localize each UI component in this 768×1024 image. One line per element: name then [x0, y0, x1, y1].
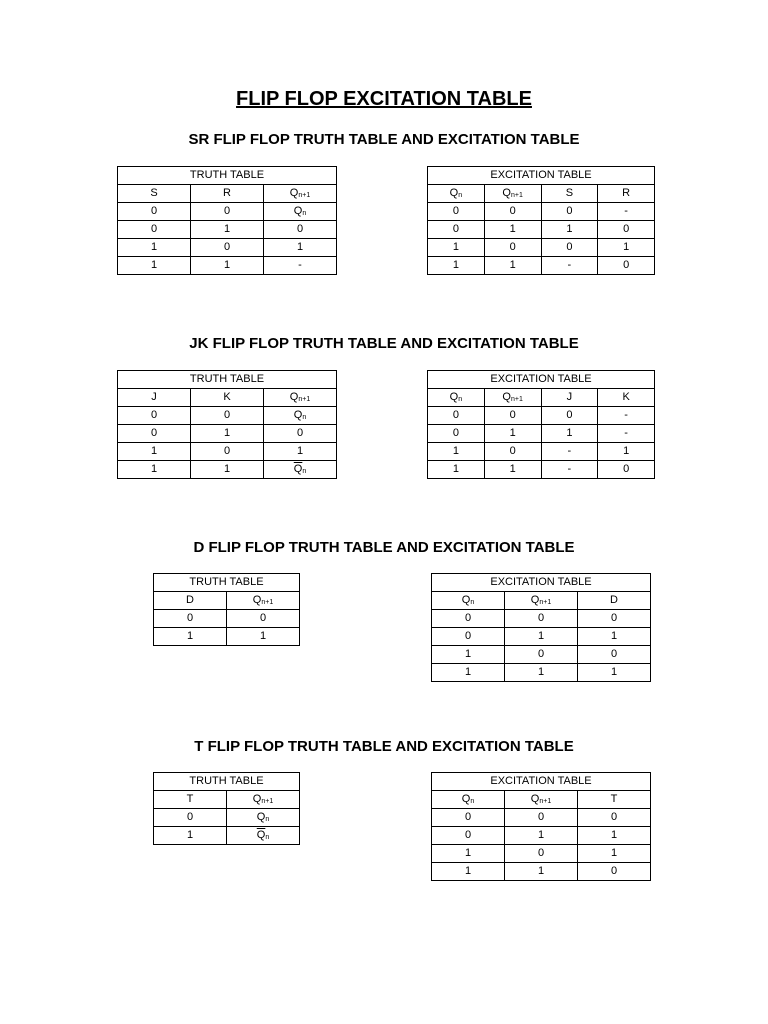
table-row	[432, 845, 651, 863]
excitation-table	[431, 772, 651, 881]
table-cell: $Q_n$	[264, 203, 337, 221]
table-row	[154, 809, 300, 827]
table-row	[154, 628, 300, 646]
table-cell: 1	[484, 257, 541, 275]
table-cell: 0	[505, 610, 578, 628]
table-cell: 0	[578, 809, 651, 827]
column-header: S	[118, 185, 191, 203]
table-cell: 0	[598, 461, 655, 479]
section-title: JK FLIP FLOP TRUTH TABLE AND EXCITATION TABLE	[189, 335, 579, 352]
table-cell: 0	[428, 425, 485, 443]
table-row	[432, 646, 651, 664]
table-row	[432, 664, 651, 682]
table-row	[118, 407, 337, 425]
table-cell: 0	[154, 809, 227, 827]
table-cell: 1	[191, 257, 264, 275]
table-cell: 1	[154, 827, 227, 845]
column-header: D	[154, 592, 227, 610]
table-caption: TRUTH TABLE	[118, 167, 337, 185]
table-cell: 1	[578, 664, 651, 682]
column-header: $Q_n$	[432, 592, 505, 610]
section-title: T FLIP FLOP TRUTH TABLE AND EXCITATION TABLE	[194, 738, 574, 755]
table-row	[118, 443, 337, 461]
table-cell: 0	[484, 443, 541, 461]
table-row	[118, 221, 337, 239]
table-cell: 1	[428, 461, 485, 479]
table-row	[154, 827, 300, 845]
table-cell: 1	[541, 425, 598, 443]
table-cell: 1	[578, 827, 651, 845]
column-header: $Q_{n+1}$	[484, 185, 541, 203]
table-row	[118, 257, 337, 275]
table-row	[432, 610, 651, 628]
column-header: R	[598, 185, 655, 203]
table-cell: 1	[598, 239, 655, 257]
table-cell: 0	[505, 646, 578, 664]
table-cell: 1	[505, 664, 578, 682]
table-cell: -	[264, 257, 337, 275]
table-row	[428, 443, 655, 461]
table-cell: 0	[118, 221, 191, 239]
table-caption: TRUTH TABLE	[154, 574, 300, 592]
table-cell: $Q_n$	[227, 809, 300, 827]
table-cell: 0	[432, 610, 505, 628]
column-header: K	[598, 389, 655, 407]
truth-table	[153, 573, 300, 646]
column-header: K	[191, 389, 264, 407]
table-cell: 1	[505, 628, 578, 646]
table-cell: 0	[541, 407, 598, 425]
table-cell: 0	[432, 628, 505, 646]
table-caption-row	[118, 371, 337, 389]
table-caption-row	[118, 167, 337, 185]
table-cell: 0	[191, 239, 264, 257]
table-cell: 1	[484, 221, 541, 239]
table-row	[432, 628, 651, 646]
table-cell: 1	[505, 863, 578, 881]
table-cell: 0	[484, 203, 541, 221]
column-header: $Q_{n+1}$	[484, 389, 541, 407]
table-cell: -	[598, 203, 655, 221]
table-cell: 1	[191, 461, 264, 479]
column-header: T	[578, 791, 651, 809]
table-cell: 0	[428, 407, 485, 425]
table-header-row	[428, 389, 655, 407]
table-cell: 1	[264, 239, 337, 257]
column-header: J	[118, 389, 191, 407]
table-row	[118, 425, 337, 443]
column-header: J	[541, 389, 598, 407]
table-cell: 0	[578, 646, 651, 664]
table-cell: 0	[484, 239, 541, 257]
table-cell: -	[598, 407, 655, 425]
table-cell: 1	[118, 239, 191, 257]
excitation-table	[427, 166, 655, 275]
column-header: $Q_{n+1}$	[227, 791, 300, 809]
table-cell: 1	[191, 425, 264, 443]
table-cell: 0	[191, 443, 264, 461]
table-caption-row	[154, 574, 300, 592]
table-cell: 0	[578, 863, 651, 881]
table-cell: 1	[227, 628, 300, 646]
table-cell: 0	[541, 203, 598, 221]
column-header: $Q_{n+1}$	[264, 185, 337, 203]
column-header: $Q_n$	[428, 389, 485, 407]
section-title: SR FLIP FLOP TRUTH TABLE AND EXCITATION TABLE	[188, 131, 580, 148]
table-cell: 1	[432, 863, 505, 881]
table-cell: 1	[118, 443, 191, 461]
column-header: D	[578, 592, 651, 610]
column-header: S	[541, 185, 598, 203]
column-header: $Q_n$	[432, 791, 505, 809]
table-row	[428, 221, 655, 239]
table-row	[118, 461, 337, 479]
table-caption-row	[432, 773, 651, 791]
table-row	[118, 239, 337, 257]
table-cell: 0	[264, 221, 337, 239]
table-cell: 0	[598, 257, 655, 275]
page-title: FLIP FLOP EXCITATION TABLE	[236, 88, 532, 110]
table-cell: 1	[428, 239, 485, 257]
table-header-row	[428, 185, 655, 203]
table-cell: 0	[541, 239, 598, 257]
table-caption: EXCITATION TABLE	[428, 167, 655, 185]
table-row	[432, 827, 651, 845]
table-caption: EXCITATION TABLE	[432, 574, 651, 592]
table-cell: 1	[484, 461, 541, 479]
truth-table	[153, 772, 300, 845]
table-cell: 1	[541, 221, 598, 239]
table-cell: 1	[154, 628, 227, 646]
table-header-row	[432, 592, 651, 610]
table-caption: EXCITATION TABLE	[432, 773, 651, 791]
table-cell: 1	[484, 425, 541, 443]
table-cell: 1	[428, 257, 485, 275]
table-cell: 1	[191, 221, 264, 239]
table-cell: $\overline{Q}_n$	[264, 461, 337, 479]
table-cell: 0	[118, 203, 191, 221]
table-cell: 0	[432, 827, 505, 845]
table-header-row	[118, 389, 337, 407]
table-cell: $Q_n$	[264, 407, 337, 425]
table-cell: 0	[578, 610, 651, 628]
table-row	[432, 809, 651, 827]
column-header: $Q_{n+1}$	[227, 592, 300, 610]
table-cell: 0	[432, 809, 505, 827]
table-row	[154, 610, 300, 628]
table-cell: 1	[118, 461, 191, 479]
table-caption-row	[428, 167, 655, 185]
table-cell: 1	[118, 257, 191, 275]
table-cell: 1	[598, 443, 655, 461]
table-cell: 0	[191, 203, 264, 221]
table-cell: 1	[578, 628, 651, 646]
table-cell: 0	[484, 407, 541, 425]
column-header: $Q_{n+1}$	[505, 592, 578, 610]
table-cell: 0	[598, 221, 655, 239]
truth-table	[117, 370, 337, 479]
table-cell: 1	[505, 827, 578, 845]
table-row	[428, 461, 655, 479]
table-cell: 0	[505, 809, 578, 827]
table-caption: TRUTH TABLE	[118, 371, 337, 389]
table-cell: 0	[428, 203, 485, 221]
table-caption: TRUTH TABLE	[154, 773, 300, 791]
table-caption-row	[154, 773, 300, 791]
column-header: $Q_n$	[428, 185, 485, 203]
table-row	[428, 407, 655, 425]
table-cell: 1	[432, 845, 505, 863]
table-cell: 1	[432, 646, 505, 664]
table-cell: 0	[264, 425, 337, 443]
section-title: D FLIP FLOP TRUTH TABLE AND EXCITATION TABLE	[193, 539, 575, 556]
table-cell: 0	[505, 845, 578, 863]
column-header: R	[191, 185, 264, 203]
table-cell: 1	[432, 664, 505, 682]
table-cell: 0	[428, 221, 485, 239]
table-header-row	[154, 791, 300, 809]
table-row	[428, 257, 655, 275]
table-cell: 1	[264, 443, 337, 461]
excitation-table	[431, 573, 651, 682]
table-row	[432, 863, 651, 881]
table-cell: 0	[227, 610, 300, 628]
column-header: $Q_{n+1}$	[264, 389, 337, 407]
table-cell: 0	[191, 407, 264, 425]
table-row	[428, 203, 655, 221]
table-cell: -	[598, 425, 655, 443]
table-header-row	[118, 185, 337, 203]
table-caption: EXCITATION TABLE	[428, 371, 655, 389]
truth-table	[117, 166, 337, 275]
table-cell: $\overline{Q}_n$	[227, 827, 300, 845]
table-header-row	[154, 592, 300, 610]
table-caption-row	[428, 371, 655, 389]
table-caption-row	[432, 574, 651, 592]
table-header-row	[432, 791, 651, 809]
column-header: T	[154, 791, 227, 809]
table-row	[118, 203, 337, 221]
excitation-table	[427, 370, 655, 479]
table-cell: 0	[118, 407, 191, 425]
table-cell: -	[541, 443, 598, 461]
column-header: $Q_{n+1}$	[505, 791, 578, 809]
table-cell: 0	[118, 425, 191, 443]
table-row	[428, 425, 655, 443]
table-row	[428, 239, 655, 257]
table-cell: -	[541, 461, 598, 479]
table-cell: 1	[428, 443, 485, 461]
table-cell: -	[541, 257, 598, 275]
table-cell: 1	[578, 845, 651, 863]
table-cell: 0	[154, 610, 227, 628]
